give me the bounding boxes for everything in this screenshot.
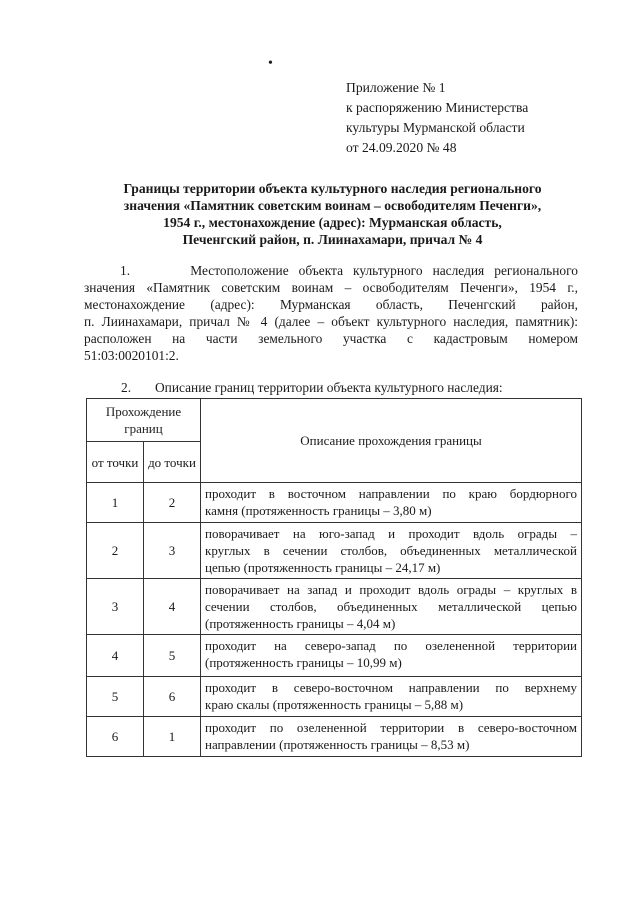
cell-to-point: 5 [144, 635, 201, 677]
cell-description [201, 677, 582, 717]
description-line: поворачивает на запад и проходит вдоль ограды – круглых в [205, 582, 577, 597]
description-line: (протяженность границы – 10,99 м) [205, 655, 402, 670]
header-description-cell: Описание прохождения границы [201, 399, 582, 483]
description-line: проходит в восточном направлении по краю бордюрного [205, 486, 577, 501]
cell-from-point: 4 [87, 635, 144, 677]
section-1-line: п. Лиинахамари, причал № 4 (далее – объект культурного наследия, памятник): [84, 314, 578, 329]
cell-to-point: 2 [144, 483, 201, 523]
boundaries-table [86, 398, 582, 757]
cell-from-point: 3 [87, 579, 144, 635]
description-line: направлении (протяженность границы – 8,53 м) [205, 737, 470, 752]
appendix-line: к распоряжению Министерства [346, 100, 529, 115]
table-row [87, 483, 582, 523]
cell-from-point: 2 [87, 523, 144, 579]
appendix-block [346, 78, 528, 158]
table-row [87, 579, 582, 635]
cell-to-point: 4 [144, 579, 201, 635]
table-row [87, 717, 582, 757]
appendix-line: от 24.09.2020 № 48 [346, 140, 457, 155]
header-group-cell: Прохождение границ [87, 399, 201, 442]
cell-description [201, 717, 582, 757]
description-line: поворачивает на юго-запад и проходит вдоль ограды – [205, 526, 577, 541]
header-from-cell: от точки [87, 442, 144, 483]
stray-dot: • [268, 56, 273, 71]
table-row [87, 523, 582, 579]
section-1-line: расположен на части земельного участка с кадастровым номером [84, 331, 578, 346]
section-1-line: значения «Памятник советским воинам – освободителям Печенги», 1954 г., [84, 280, 578, 295]
title-line: 1954 г., местонахождение (адрес): Мурманская область, [163, 215, 502, 230]
cell-to-point: 1 [144, 717, 201, 757]
description-line: цепью (протяженность границы – 24,17 м) [205, 560, 441, 575]
table-row [87, 635, 582, 677]
cell-to-point: 3 [144, 523, 201, 579]
title-line: Границы территории объекта культурного наследия регионального [123, 181, 542, 196]
header-to-cell: до точки [144, 442, 201, 483]
section-1-line1 [84, 262, 578, 279]
table-row [87, 677, 582, 717]
cell-description [201, 523, 582, 579]
section-1-paragraph [84, 262, 578, 364]
section-1-line: местонахождение (адрес): Мурманская область, Печенгский район, [84, 297, 578, 312]
description-line: круглых в сечении столбов, объединенных металлической [205, 543, 577, 558]
section-2-number: 2. [121, 380, 132, 395]
cell-from-point: 1 [87, 483, 144, 523]
title-line: значения «Памятник советским воинам – освободителям Печенги», [123, 198, 542, 213]
description-line: проходит по озелененной территории в северо-восточном [205, 720, 577, 735]
description-line: проходит в северо-восточном направлении по верхнему [205, 680, 577, 695]
cell-description [201, 635, 582, 677]
cell-description [201, 483, 582, 523]
cell-from-point: 5 [87, 677, 144, 717]
appendix-line: культуры Мурманской области [346, 120, 525, 135]
cell-description [201, 579, 582, 635]
cell-to-point: 6 [144, 677, 201, 717]
description-line: камня (протяженность границы – 3,80 м) [205, 503, 432, 518]
section-1-line: 51:03:0020101:2. [84, 348, 179, 363]
section-1-number: 1. [120, 263, 131, 278]
section-2-text: Описание границ территории объекта культурного наследия: [155, 380, 503, 395]
appendix-line: Приложение № 1 [346, 80, 446, 95]
description-line: проходит на северо-запад по озелененной территории [205, 638, 577, 653]
description-line: краю скалы (протяженность границы – 5,88 м) [205, 697, 464, 712]
cell-from-point: 6 [87, 717, 144, 757]
section-1-text: Местоположение объекта культурного наследия регионального [190, 263, 578, 278]
description-line: сечении столбов, объединенных металлической цепью [205, 599, 577, 614]
title-line: Печенгский район, п. Лиинахамари, причал № 4 [182, 232, 483, 247]
description-line: (протяженность границы – 4,04 м) [205, 616, 396, 631]
section-2-heading [121, 380, 503, 396]
document-title [90, 180, 575, 248]
